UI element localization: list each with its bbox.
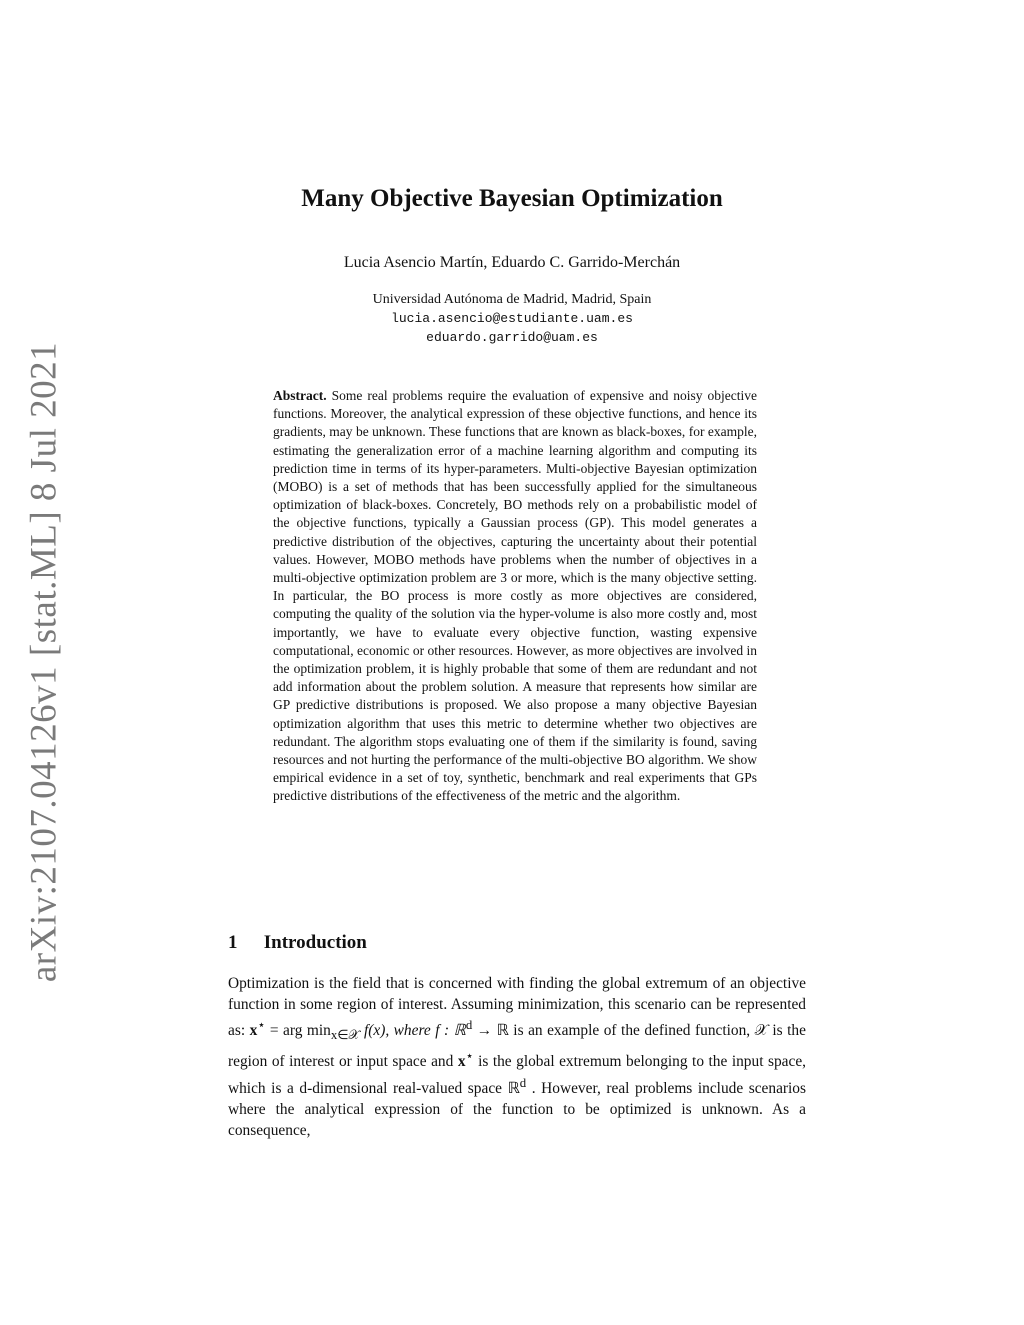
section-number: 1 [228, 932, 238, 953]
eq-subscript: x∈𝒳 [330, 1028, 360, 1043]
introduction-paragraph [228, 974, 806, 1141]
section-heading [228, 932, 367, 954]
email-1: lucia.asencio@estudiante.uam.es [391, 311, 633, 326]
x-star-2: x [457, 1053, 466, 1071]
eq-x: x [249, 1022, 258, 1040]
real-space: ℝ [507, 1080, 520, 1098]
eq-assign: = arg min [269, 1022, 331, 1040]
section-title: Introduction [263, 932, 367, 953]
paper-title: Many Objective Bayesian Optimization [301, 185, 723, 212]
intro-text-mid: is the region of interest or input space and [228, 1022, 806, 1071]
affiliation-block [0, 290, 1024, 347]
intro-text-end: . However, real problems include scenarios where the analytical expression of the function to be optimized is unknown. As a consequence, [228, 1080, 806, 1139]
abstract-label: Abstract. [273, 388, 327, 403]
email-2: eduardo.garrido@uam.es [426, 330, 598, 345]
paper-authors: Lucia Asencio Martín, Eduardo C. Garrido-Merchán [343, 254, 681, 271]
affiliation: Universidad Autónoma de Madrid, Madrid, Spain [372, 292, 652, 307]
abstract-text: Some real problems require the evaluation of expensive and noisy objective functions. Moreover, the analytical expression of these objective functions, and hence its gradients, may be unknown. These functions that are known as black-boxes, for example, estimating the generalization error of a machine learning algorithm and computing its prediction time in terms of its hyper-parameters. Multi-objective Bayesian optimization (MOBO) is a set of methods that has been successfully applied for the simultaneous optimization of black-boxes. Concretely, BO methods rely on a probabilistic model of the objective functions, typically a Gaussian process (GP). This model generates a predictive distribution of the objectives, capturing the uncertainty about their potential values. However, MOBO methods have problems when the number of objectives in a multi-objective optimization problem are 3 or more, which is the many objective setting. In particular, the BO process is more costly as more objectives are considered, computing the quality of the solution via the hyper-volume is also more costly and, most importantly, we have to evaluate every objective function, wasting expensive computational, economic or other resources. However, as more objectives are involved in the optimization problem, it is highly probable that some of them are redundant and not add information about the problem solution. A measure that represents how similar are GP predictive distributions is proposed. We also propose a many objective Bayesian optimization algorithm that uses this metric to determine whether two objectives are redundant. The algorithm stops evaluating one of them if the similarity is found, saving resources and not hurting the performance of the multi-objective BO algorithm. We show empirical evidence in a set of toy, synthetic, benchmark and real experiments that GPs predictive distributions of the effectiveness of the metric and the algorithm. [273, 388, 758, 804]
cal-x: 𝒳 [754, 1022, 768, 1040]
eq-star: ⋆ [257, 1018, 266, 1033]
eq-f: f : ℝ [435, 1022, 466, 1040]
intro-text-start: Optimization is the field that is concerned with finding the global extremum of an objective function in some region of interest. Assuming minimization, this scenario can be represented as: [228, 975, 806, 1040]
abstract [273, 387, 757, 806]
intro-text-mid2: is the global extremum belonging to the input space, which is a d-dimensional real-valued space [228, 1053, 806, 1098]
arxiv-identifier: arXiv:2107.04126v1 [stat.ML] 8 Jul 2021 [23, 341, 65, 983]
eq-fx: f(x), where [363, 1022, 436, 1040]
eq-map: → ℝ is an example of the defined function, [476, 1022, 755, 1040]
star-2: ⋆ [465, 1049, 474, 1064]
eq-d: d [465, 1018, 473, 1033]
dim-d: d [519, 1076, 527, 1091]
